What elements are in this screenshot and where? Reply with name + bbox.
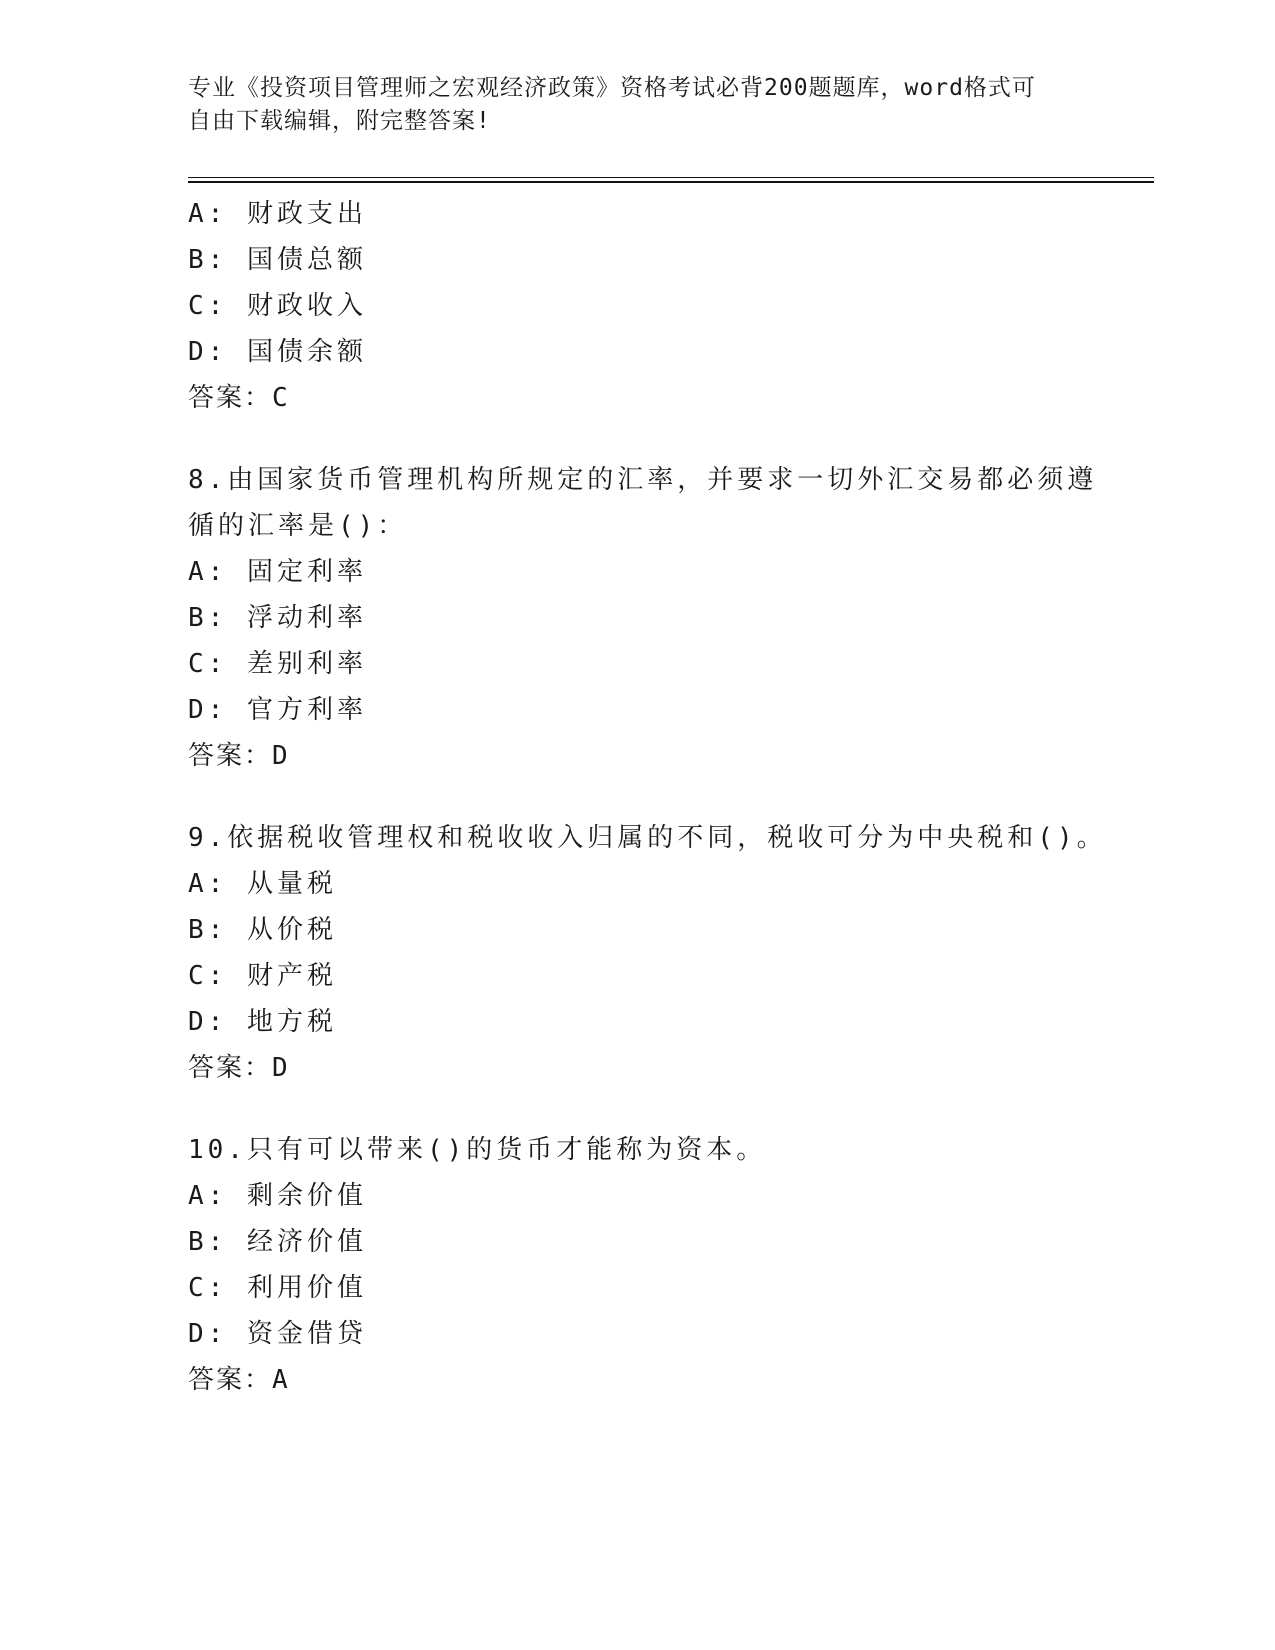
option-a: A: 剩余价值: [188, 1181, 367, 1211]
option-c: C: 利用价值: [188, 1273, 367, 1303]
question-text-line-1: 9.依据税收管理权和税收收入归属的不同，税收可分为中央税和()。: [188, 823, 1107, 853]
answer-line: 答案：A: [188, 1365, 290, 1395]
question-8: [188, 457, 1098, 779]
option-d: D: 官方利率: [188, 695, 367, 725]
option-b: B: 经济价值: [188, 1227, 367, 1257]
header-line-2: 自由下载编辑，附完整答案!: [188, 108, 491, 134]
option-a: A: 财政支出: [188, 199, 367, 229]
option-b: B: 国债总额: [188, 245, 367, 275]
question-text-line-2: 循的汇率是()：: [188, 511, 408, 541]
answer-line: 答案：D: [188, 741, 290, 771]
option-b: B: 浮动利率: [188, 603, 367, 633]
option-a: A: 从量税: [188, 869, 337, 899]
option-b: B: 从价税: [188, 915, 337, 945]
option-d: D: 国债余额: [188, 337, 367, 367]
header-divider-thin: [188, 177, 1154, 178]
header-line-1: 专业《投资项目管理师之宏观经济政策》资格考试必背200题题库，word格式可: [188, 75, 1036, 101]
option-c: C: 差别利率: [188, 649, 367, 679]
question-list: [188, 191, 1107, 1403]
question-text-line-1: 8.由国家货币管理机构所规定的汇率，并要求一切外汇交易都必须遵: [188, 465, 1098, 495]
question-10: [188, 1127, 1088, 1403]
option-c: C: 财产税: [188, 961, 337, 991]
option-d: D: 资金借贷: [188, 1319, 367, 1349]
question-text-line-1: 10.只有可以带来()的货币才能称为资本。: [188, 1135, 767, 1165]
option-a: A: 固定利率: [188, 557, 367, 587]
option-c: C: 财政收入: [188, 291, 367, 321]
header-divider-thick: [188, 181, 1154, 183]
document-header: [188, 72, 1068, 138]
option-d: D: 地方税: [188, 1007, 337, 1037]
question-9: [188, 815, 1107, 1091]
answer-line: 答案：C: [188, 383, 290, 413]
answer-line: 答案：D: [188, 1053, 290, 1083]
question-7: [188, 191, 1088, 421]
